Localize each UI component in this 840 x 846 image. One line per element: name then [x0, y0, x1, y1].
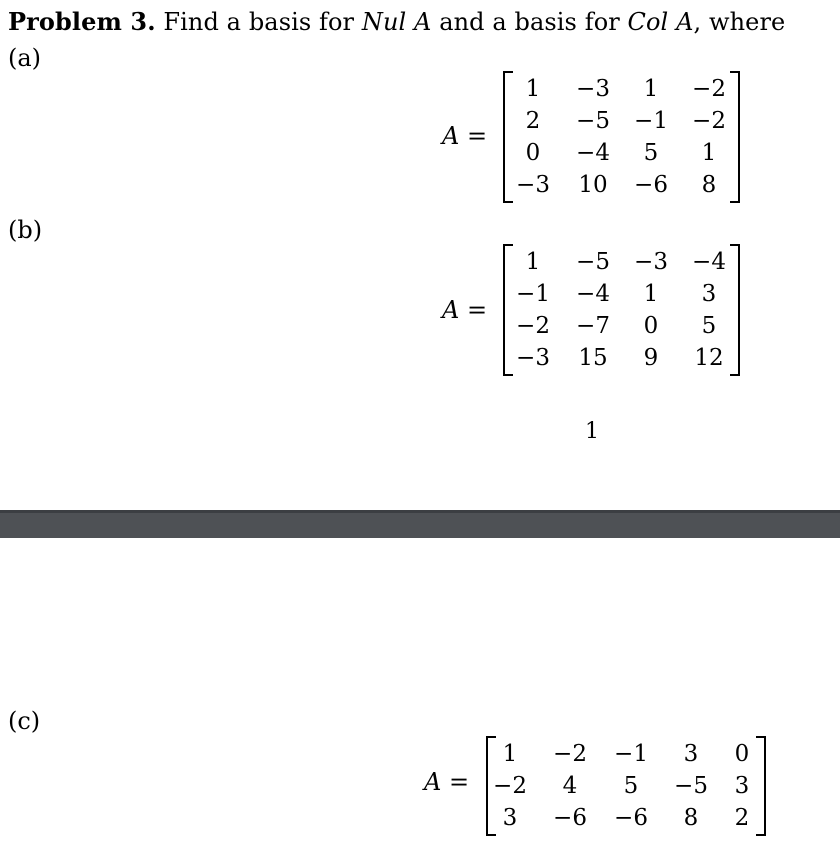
matrix-b-cell: 3	[701, 281, 717, 307]
matrix-a-cell: 10	[578, 172, 608, 198]
matrix-b-cell: −7	[576, 313, 610, 339]
matrix-c-cell: 3	[734, 773, 750, 799]
matrix-c-cell: 2	[734, 805, 750, 831]
matrix-a-cell: 0	[525, 140, 541, 166]
problem-heading	[8, 7, 785, 36]
matrix-b-cell: −5	[576, 249, 610, 275]
col-a-term: Col A	[627, 8, 694, 36]
nul-a-term: Nul A	[361, 8, 432, 36]
part-c-lhs: A =	[424, 768, 470, 796]
part-a-lhs: A =	[442, 122, 488, 150]
matrix-b-cell: −4	[576, 281, 610, 307]
matrix-c-cell: −6	[553, 805, 587, 831]
matrix-c-cell: −2	[493, 773, 527, 799]
matrix-a-cell: −3	[516, 172, 550, 198]
part-a-label: (a)	[8, 44, 42, 72]
matrix-b-cell: 15	[578, 345, 608, 371]
matrix-c-cell: −6	[614, 805, 648, 831]
matrix-b-cell: −2	[516, 313, 550, 339]
matrix-a-cell: 1	[643, 76, 659, 102]
matrix-c-cell: 5	[623, 773, 639, 799]
matrix-a-cell: 5	[643, 140, 659, 166]
matrix-a-cell: −2	[692, 76, 726, 102]
matrix-c-cell: 4	[562, 773, 578, 799]
matrix-b-cell: 12	[694, 345, 724, 371]
matrix-c-cell: 8	[683, 805, 699, 831]
matrix-b-cell: 1	[643, 281, 659, 307]
matrix-a-cell: −2	[692, 108, 726, 134]
matrix-a-cell: 8	[701, 172, 717, 198]
matrix-a-cell: −6	[634, 172, 668, 198]
matrix-b-cell: −3	[634, 249, 668, 275]
page-number: 1	[585, 419, 599, 444]
matrix-b-cell: 0	[643, 313, 659, 339]
matrix-c	[486, 736, 766, 836]
matrix-b-cell: 1	[525, 249, 541, 275]
matrix-b-cell: 9	[643, 345, 659, 371]
matrix-a-cell: −3	[576, 76, 610, 102]
matrix-a-cell: 2	[525, 108, 541, 134]
matrix-c-cell: 0	[734, 741, 750, 767]
matrix-a-cell: −4	[576, 140, 610, 166]
part-c-label: (c)	[8, 707, 41, 735]
part-b-label: (b)	[8, 216, 43, 244]
matrix-c-cell: 3	[502, 805, 518, 831]
matrix-a	[503, 71, 740, 203]
matrix-b-cell: 5	[701, 313, 717, 339]
heading-text-1: Find a basis for	[163, 8, 355, 36]
matrix-c-cell: −2	[553, 741, 587, 767]
heading-text-2: and a basis for	[439, 8, 620, 36]
matrix-a-cell: −1	[634, 108, 668, 134]
page-break-divider	[0, 510, 840, 538]
matrix-c-cell: −5	[674, 773, 708, 799]
matrix-a-cell: 1	[701, 140, 717, 166]
part-b-lhs: A =	[442, 296, 488, 324]
matrix-c-cell: 3	[683, 741, 699, 767]
matrix-b-cell: −3	[516, 345, 550, 371]
matrix-a-cell: 1	[525, 76, 541, 102]
matrix-c-cell: −1	[614, 741, 648, 767]
matrix-b	[503, 244, 740, 376]
problem-label: Problem 3.	[8, 7, 156, 36]
heading-text-3: , where	[693, 8, 786, 36]
matrix-b-cell: −4	[692, 249, 726, 275]
matrix-a-cell: −5	[576, 108, 610, 134]
matrix-b-cell: −1	[516, 281, 550, 307]
matrix-c-cell: 1	[502, 741, 518, 767]
